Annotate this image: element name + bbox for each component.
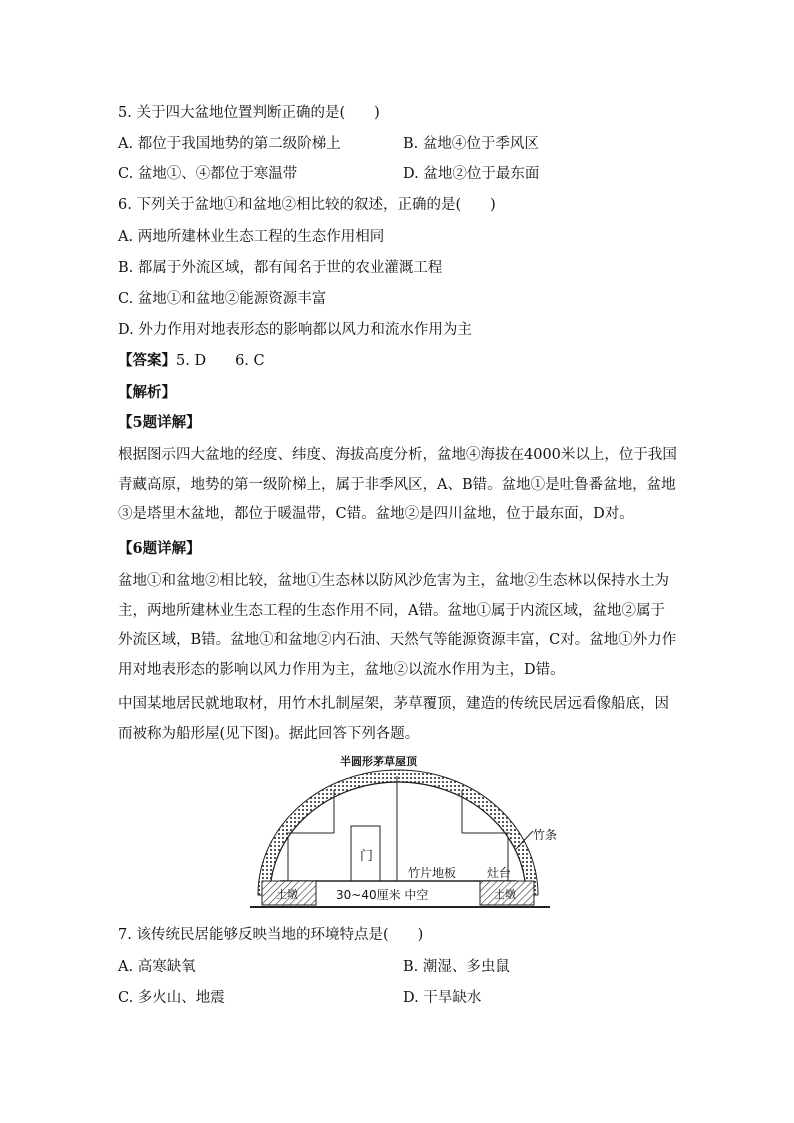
answer-line xyxy=(118,352,265,370)
q6-option-d: D. 外力作用对地表形态的影响都以风力和流水作用为主 xyxy=(118,322,472,338)
q7-option-b: B. 潮湿、多虫鼠 xyxy=(403,959,510,975)
intro-text: 中国某地居民就地取材，用竹木扎制屋架，茅草覆顶，建造的传统民居远看像船底，因而被称为船形屋(见下图)。据此回答下列各题。 xyxy=(118,696,669,742)
boat-house-diagram xyxy=(250,753,558,913)
q5-option-c: C. 盆地①、④都位于寒温带 xyxy=(118,166,298,182)
stove-label: 灶台 xyxy=(487,866,512,880)
q5-option-a: A. 都位于我国地势的第二级阶梯上 xyxy=(118,136,341,152)
q5-stem: 5. 关于四大盆地位置判断正确的是( ) xyxy=(118,105,380,121)
door-label: 门 xyxy=(360,849,374,864)
q7-stem: 7. 该传统民居能够反映当地的环境特点是( ) xyxy=(118,927,424,943)
answer-text: 5. D 6. C xyxy=(176,353,265,369)
q6-detail-text: 盆地①和盆地②相比较，盆地①生态林以防风沙危害为主，盆地②生态林以保持水土为主，两地所建林业生态工程的生态作用不同，A错。盆地①属于内流区域，盆地②属于外流区域，B错。盆地①和盆地②内石油、天然气等能源资源丰富，C对。盆地①外力作用对地表形态的影响以风力作用为主，盆地②以流水作用为主，D错。 xyxy=(118,573,677,678)
roof-label: 半圆形茅草屋顶 xyxy=(340,755,417,768)
hollow-label: 30~40厘米 中空 xyxy=(336,888,429,902)
q5-option-d: D. 盆地②位于最东面 xyxy=(403,166,540,182)
q5-option-b: B. 盆地④位于季风区 xyxy=(403,136,539,152)
q5-detail-text: 根据图示四大盆地的经度、纬度、海拔高度分析，盆地④海拔在4000米以上，位于我国青藏高原，地势的第一级阶梯上，属于非季风区，A、B错。盆地①是吐鲁番盆地，盆地③是塔里木盆地，都位于暖温带，C错。盆地②是四川盆地，位于最东面，D对。 xyxy=(118,447,677,522)
q7-option-c: C. 多火山、地震 xyxy=(118,990,225,1006)
q6-option-c: C. 盆地①和盆地②能源资源丰富 xyxy=(118,291,327,307)
answer-label: 【答案】 xyxy=(118,352,176,369)
q7-option-d: D. 干旱缺水 xyxy=(403,990,482,1006)
bamboo-label: 竹条 xyxy=(533,828,558,842)
q6-option-a: A. 两地所建林业生态工程的生态作用相同 xyxy=(118,229,385,245)
analysis-label: 【解析】 xyxy=(118,384,176,401)
pier-right-label: 土墩 xyxy=(494,888,516,901)
q5-detail-title: 【5题详解】 xyxy=(118,414,201,431)
q6-option-b: B. 都属于外流区域，都有闻名于世的农业灌溉工程 xyxy=(118,260,443,276)
pier-left-label: 土墩 xyxy=(276,888,298,901)
q7-option-a: A. 高寒缺氧 xyxy=(118,959,196,975)
q6-stem: 6. 下列关于盆地①和盆地②相比较的叙述，正确的是( ) xyxy=(118,197,496,213)
floor-label: 竹片地板 xyxy=(408,866,457,880)
q6-detail-title: 【6题详解】 xyxy=(118,540,201,557)
